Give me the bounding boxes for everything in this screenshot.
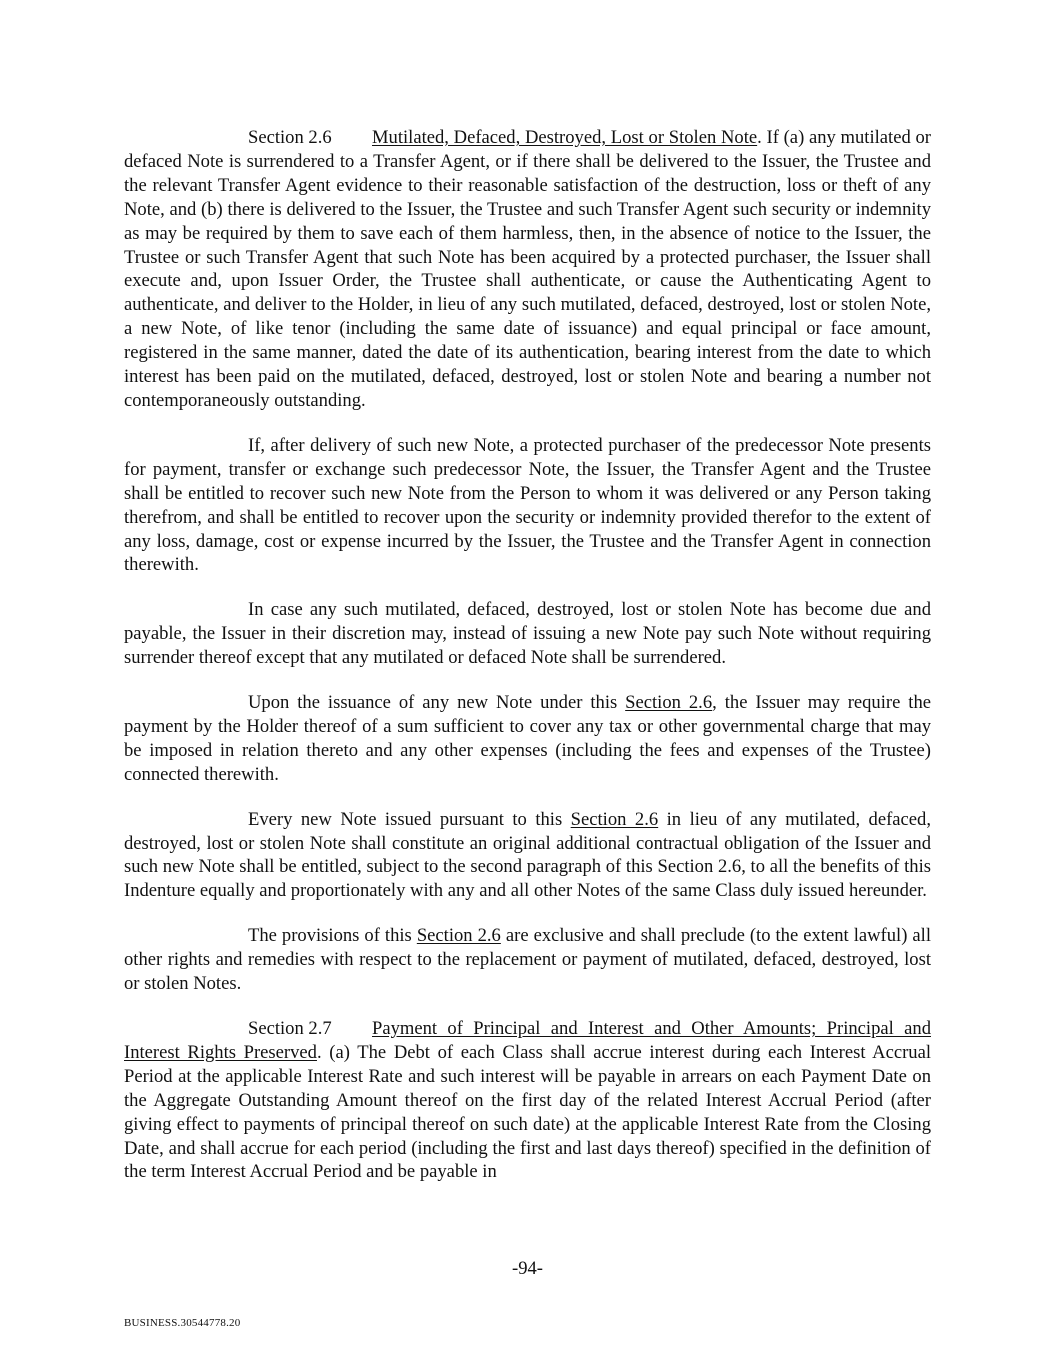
paragraph-text: in lieu of any mutilated, defaced, destroyed, lost or stolen Note shall constitute an original additional contractual obligation of the Issuer and such new Note shall be entitled, subject to the second paragraph of this Section 2.6, to all the benefits of this Indenture equally and proportionately with any and all other Notes of the same Class duly issued hereunder. — [124, 808, 932, 902]
section-number: Section 2.7 — [248, 1018, 332, 1039]
section-heading: Payment of Principal and Interest and Other Amounts; Principal and Interest Rights Preserved — [124, 1018, 931, 1063]
paragraph-tax-charge — [124, 691, 931, 787]
section-reference: Section 2.6 — [625, 692, 713, 714]
section-number: Section 2.6 — [248, 127, 332, 148]
section-2-7-paragraph — [124, 1017, 931, 1184]
paragraph-text: . If (a) any mutilated or defaced Note is surrendered to a Transfer Agent, or if there shall be delivered to the Issuer, the Trustee and the relevant Transfer Agent evidence to their reasonable satisfaction of the destruction, loss or theft of any Note, and (b) there is delivered to the Issuer, the Trustee and such Transfer Agent such security or indemnity as may be required by them to save each of them harmless, then, in the absence of notice to the Issuer, the Trustee or such Transfer Agent that such Note has been acquired by a protected purchaser, the Issuer shall execute and, upon Issuer Order, the Trustee shall authenticate, or cause the Authenticating Agent to authenticate, and deliver to the Holder, in lieu of any such mutilated, defaced, destroyed, lost or stolen Note, a new Note, of like tenor (including the same date of issuance) and equal principal or face amount, registered in the same manner, dated the date of its authentication, bearing interest from the date to which interest has been paid on the mutilated, defaced, destroyed, lost or stolen Note and bearing a number not contemporaneously outstanding. — [124, 127, 931, 411]
paragraph-text: Upon the issuance of any new Note under this — [248, 692, 626, 714]
document-id: BUSINESS.30544778.20 — [124, 1317, 241, 1329]
paragraph-text: The provisions of this — [248, 925, 417, 947]
section-reference: Section 2.6 — [570, 808, 659, 830]
paragraph-due-and-payable: In case any such mutilated, defaced, destroyed, lost or stolen Note has become due and payable, the Issuer in their discretion may, instead of issuing a new Note pay such Note without requiring surrender thereof except that any mutilated or defaced Note shall be surrendered. — [124, 599, 931, 669]
section-2-6-paragraph — [124, 126, 931, 413]
document-body — [124, 126, 931, 1205]
section-reference: Section 2.6 — [416, 925, 501, 947]
paragraph-protected-purchaser: If, after delivery of such new Note, a protected purchaser of the predecessor Note presents for payment, transfer or exchange such predecessor Note, the Issuer, the Transfer Agent and the Trustee shall be entitled to recover such new Note from the Person to whom it was delivered or any Person taking therefrom, and shall be entitled to recover upon the security or indemnity provided therefor to the extent of any loss, damage, cost or expense incurred by the Issuer, the Trustee and the Transfer Agent in connection therewith. — [124, 434, 931, 576]
page-number: -94- — [512, 1258, 543, 1279]
paragraph-text: , the Issuer may require the payment by the Holder thereof of a sum sufficient to cover any tax or other governmental charge that may be imposed in relation thereto and any other expenses (including the fees and expenses of the Trustee) connected therewith. — [124, 692, 931, 785]
paragraph-exclusive-provisions — [124, 924, 931, 996]
paragraph-text: are exclusive and shall preclude (to the extent lawful) all other rights and remedies with respect to the replacement or payment of mutilated, defaced, destroyed, lost or stolen Notes. — [124, 925, 931, 995]
paragraph-text: . (a) The Debt of each Class shall accrue interest during each Interest Accrual Period at the applicable Interest Rate and such interest will be payable in arrears on each Payment Date on the Aggregate Outstanding Amount thereof on the first day of the related Interest Accrual Period (after giving effect to payments of principal thereof on such date) at the applicable Interest Rate from the Closing Date, and shall accrue for each period (including the first and last days thereof) specified in the definition of the term Interest Accrual Period and be payable in — [124, 1041, 931, 1183]
paragraph-contractual-obligation — [124, 808, 931, 904]
section-heading: Mutilated, Defaced, Destroyed, Lost or Stolen Note — [372, 127, 758, 148]
paragraph-text: Every new Note issued pursuant to this — [248, 808, 571, 830]
